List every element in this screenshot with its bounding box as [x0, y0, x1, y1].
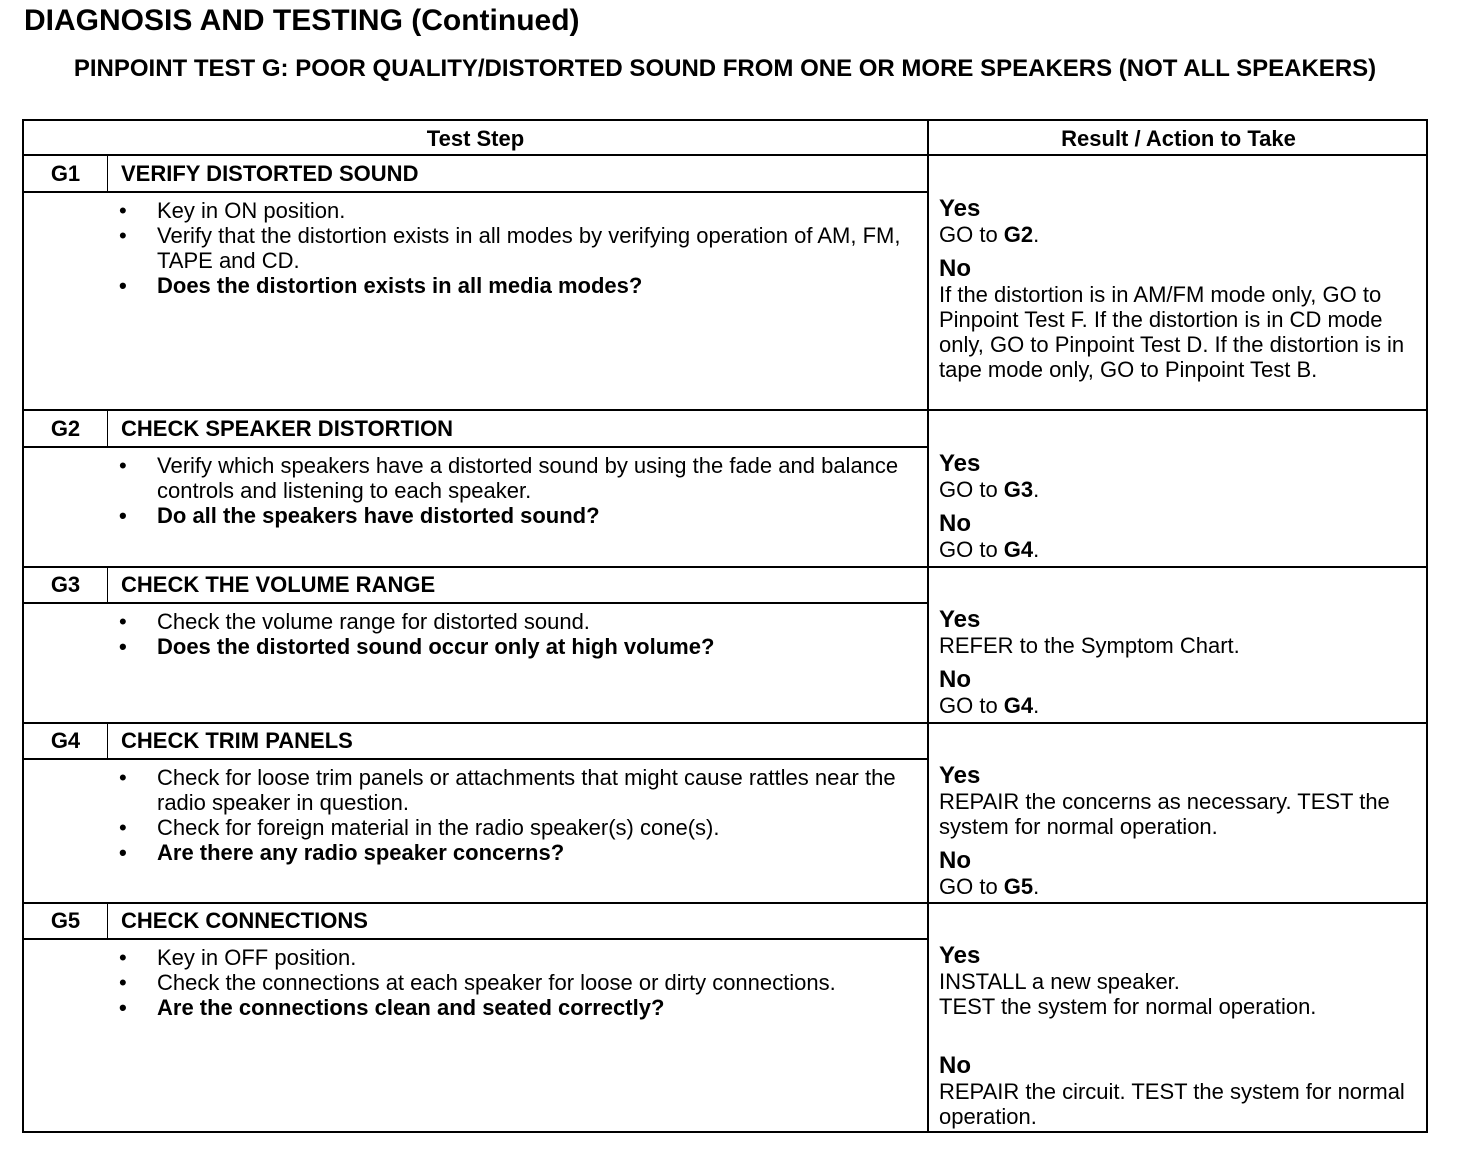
- step-title: VERIFY DISTORTED SOUND: [121, 161, 419, 186]
- list-item: • Check the connections at each speaker for loose or dirty connections.: [119, 970, 836, 995]
- g3-title-divider: [24, 602, 927, 604]
- no-label: No: [939, 666, 971, 693]
- g4-row-divider: [24, 902, 1428, 904]
- yes-action-line: INSTALL a new speaker.: [939, 969, 1180, 994]
- g5-title-divider: [24, 938, 927, 940]
- list-item: • Check for loose trim panels or attachments that might cause rattles near the radio speaker in question.: [119, 765, 896, 815]
- g2-id-divider: [107, 411, 108, 446]
- step-result: [939, 195, 1429, 382]
- step-result: [939, 450, 1429, 562]
- list-item: • Key in OFF position.: [119, 945, 357, 970]
- step-bullet-list: [119, 765, 919, 865]
- step-title: CHECK SPEAKER DISTORTION: [121, 416, 454, 441]
- yes-label: Yes: [939, 942, 981, 969]
- step-bullet-list: [119, 453, 919, 528]
- step-result: [939, 606, 1429, 718]
- step-title: CHECK CONNECTIONS: [121, 908, 368, 933]
- no-action: GO to G4.: [939, 693, 1040, 718]
- step-id: G5: [50, 908, 81, 933]
- pinpoint-test-title: PINPOINT TEST G: POOR QUALITY/DISTORTED SOUND FROM ONE OR MORE SPEAKERS (NOT ALL SPEAKERS): [73, 55, 1377, 82]
- no-label: No: [939, 1052, 971, 1079]
- no-action: GO to G5.: [939, 874, 1040, 899]
- list-item: • Verify which speakers have a distorted sound by using the fade and balance controls and listening to each speaker.: [119, 453, 899, 503]
- step-id: G3: [50, 572, 81, 597]
- no-action: REPAIR the circuit. TEST the system for normal operation.: [939, 1079, 1405, 1129]
- g2-title-divider: [24, 446, 927, 448]
- g1-title-divider: [24, 191, 927, 193]
- step-bullet-list: [119, 945, 919, 1020]
- step-question: • Does the distortion exists in all media modes?: [119, 273, 643, 298]
- yes-action: GO to G2.: [939, 222, 1040, 247]
- step-id: G1: [50, 161, 81, 186]
- list-item: • Verify that the distortion exists in all modes by verifying operation of AM, FM, TAPE and CD.: [119, 223, 901, 273]
- list-item: • Check the volume range for distorted sound.: [119, 609, 590, 634]
- page-title: DIAGNOSIS AND TESTING (Continued): [24, 4, 580, 37]
- step-bullet-list: [119, 609, 919, 659]
- step-question: • Do all the speakers have distorted sound?: [119, 503, 600, 528]
- g4-id-divider: [107, 724, 108, 758]
- column-divider: [927, 121, 929, 1131]
- yes-action: GO to G3.: [939, 477, 1040, 502]
- column-header-test-step: Test Step: [426, 126, 525, 151]
- step-id: G4: [50, 728, 81, 753]
- no-label: No: [939, 255, 971, 282]
- step-result: [939, 942, 1429, 1129]
- step-question: • Are the connections clean and seated correctly?: [119, 995, 665, 1020]
- step-question: • Are there any radio speaker concerns?: [119, 840, 565, 865]
- step-question: • Does the distorted sound occur only at high volume?: [119, 634, 715, 659]
- g3-row-divider: [24, 722, 1428, 724]
- yes-action: REPAIR the concerns as necessary. TEST the system for normal operation.: [939, 789, 1390, 839]
- list-item: • Check for foreign material in the radio speaker(s) cone(s).: [119, 815, 720, 840]
- header-divider: [24, 154, 1428, 156]
- no-label: No: [939, 510, 971, 537]
- step-title: CHECK TRIM PANELS: [121, 728, 353, 753]
- g3-id-divider: [107, 568, 108, 602]
- column-header-result: Result / Action to Take: [1061, 126, 1296, 151]
- no-label: No: [939, 847, 971, 874]
- yes-action: REFER to the Symptom Chart.: [939, 633, 1240, 658]
- yes-label: Yes: [939, 195, 981, 222]
- pinpoint-test-table: [22, 119, 1428, 1133]
- g4-title-divider: [24, 758, 927, 760]
- g1-row-divider: [24, 409, 1428, 411]
- yes-label: Yes: [939, 606, 981, 633]
- g2-row-divider: [24, 566, 1428, 568]
- step-result: [939, 762, 1429, 899]
- g1-id-divider: [107, 156, 108, 191]
- list-item: • Key in ON position.: [119, 198, 346, 223]
- yes-label: Yes: [939, 762, 981, 789]
- yes-action-line: TEST the system for normal operation.: [939, 994, 1317, 1019]
- step-bullet-list: [119, 198, 919, 298]
- step-title: CHECK THE VOLUME RANGE: [121, 572, 436, 597]
- no-action: GO to G4.: [939, 537, 1040, 562]
- no-action: If the distortion is in AM/FM mode only, GO to Pinpoint Test F. If the distortion is in CD mode only, GO to Pinpoint Test D. If the distortion is in tape mode only, GO to Pinpoint Test B.: [939, 282, 1405, 382]
- g5-id-divider: [107, 904, 108, 938]
- step-id: G2: [50, 416, 81, 441]
- yes-label: Yes: [939, 450, 981, 477]
